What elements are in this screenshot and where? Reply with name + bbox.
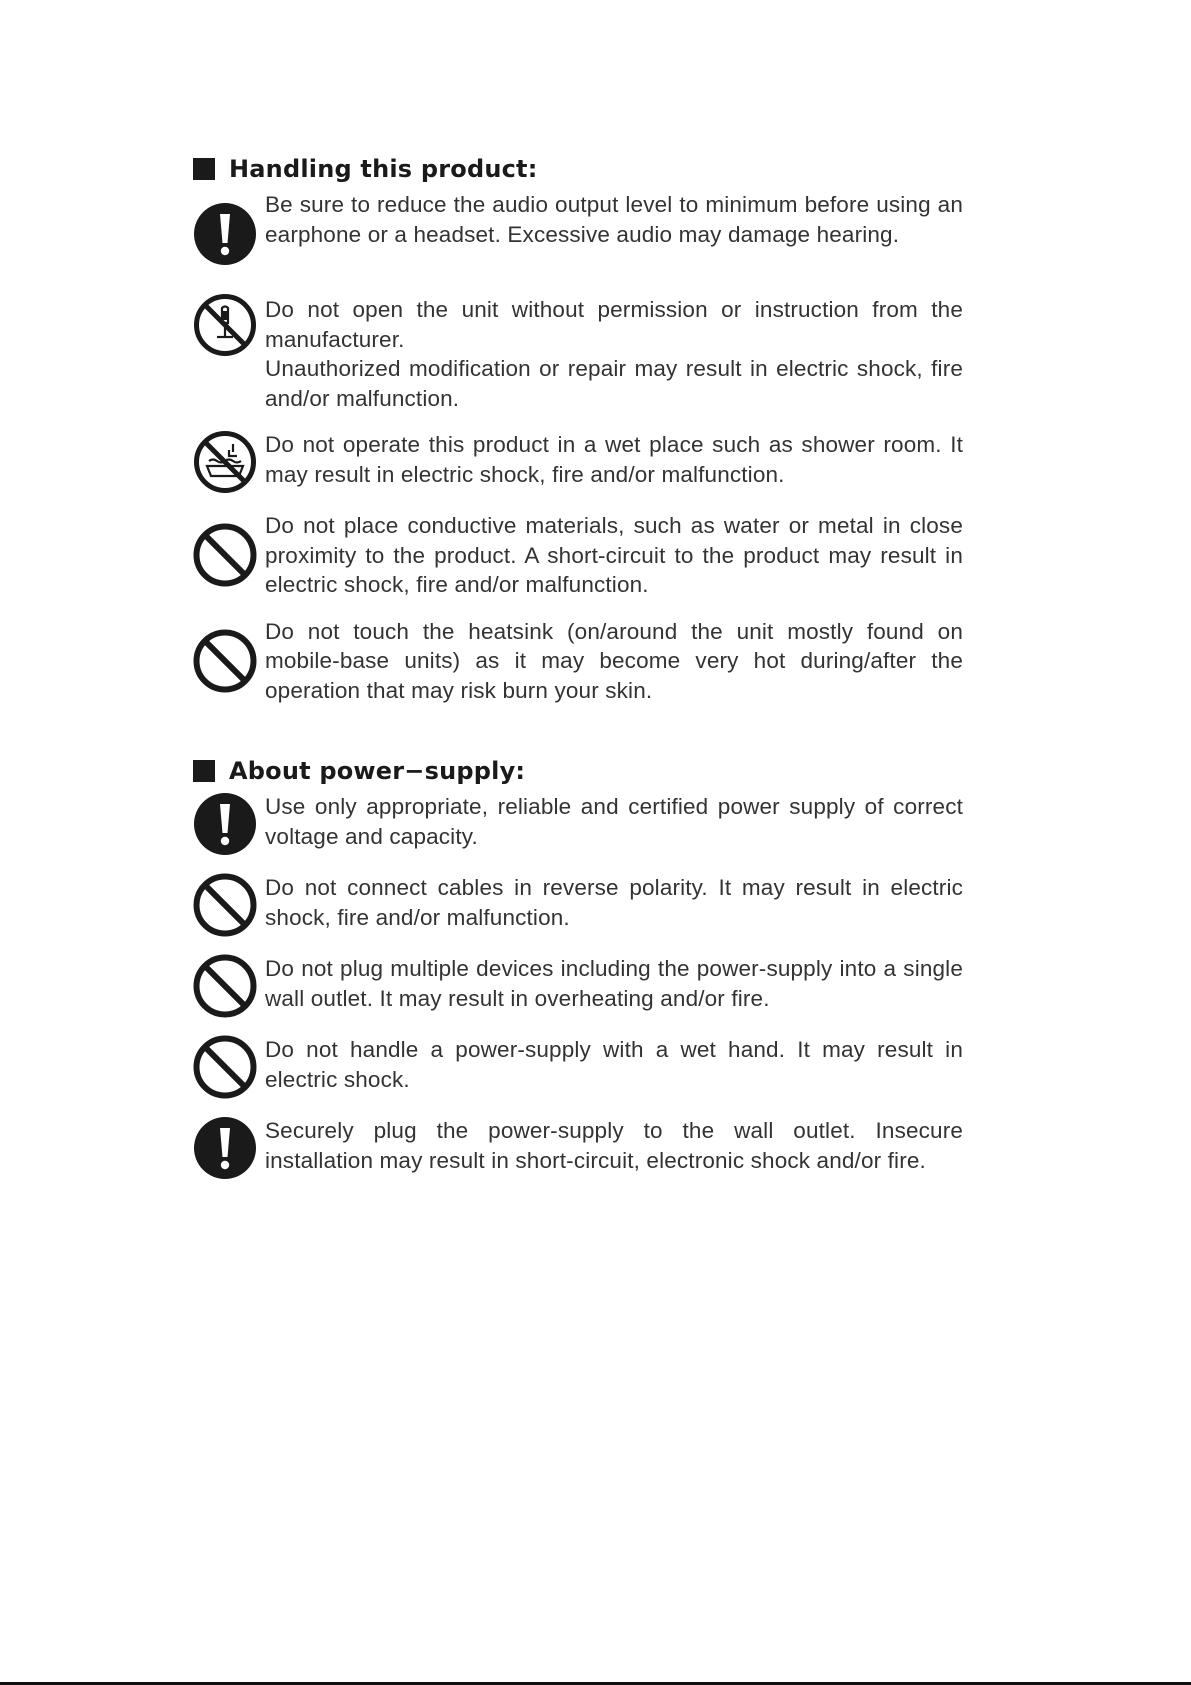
prohibited-icon	[193, 1035, 257, 1099]
square-bullet-icon	[193, 158, 215, 180]
safety-item	[193, 511, 963, 600]
section-title: Handling this product:	[229, 155, 538, 183]
safety-item	[193, 1035, 963, 1099]
section-heading	[193, 152, 963, 186]
item-paragraph: Do not touch the heatsink (on/around the unit mostly found on mobile-base units) as it may become very hot during/after the operation that may risk burn your skin.	[265, 618, 963, 703]
safety-item	[193, 617, 963, 706]
no-wet-place-icon	[193, 430, 257, 494]
safety-item	[193, 1116, 963, 1180]
safety-item	[193, 430, 963, 494]
mandatory-exclamation-icon	[193, 792, 257, 856]
square-bullet-icon	[193, 760, 215, 782]
item-text	[265, 954, 963, 1013]
item-paragraph: Do not place conductive materials, such as water or metal in close proximity to the product. A short-circuit to the product may result in electric shock, fire and/or malfunction.	[265, 513, 963, 597]
item-text	[265, 430, 963, 489]
item-paragraph: Do not connect cables in reverse polarity. It may result in electric shock, fire and/or malfunction.	[265, 875, 963, 930]
safety-item	[193, 295, 963, 413]
item-paragraph: Unauthorized modification or repair may result in electric shock, fire and/or malfunction.	[265, 356, 963, 411]
section-power-supply	[193, 754, 963, 1180]
prohibited-icon	[193, 873, 257, 937]
item-text	[265, 1035, 963, 1094]
safety-item	[193, 792, 963, 856]
item-text	[265, 1116, 963, 1175]
item-text	[265, 190, 963, 249]
prohibited-icon	[193, 629, 257, 693]
do-not-disassemble-icon	[193, 293, 257, 357]
item-paragraph: Do not open the unit without permission or instruction from the manufacturer.	[265, 297, 963, 352]
item-text	[265, 511, 963, 600]
item-text	[265, 295, 963, 413]
mandatory-exclamation-icon	[193, 202, 257, 266]
item-text	[265, 617, 963, 706]
item-paragraph: Do not plug multiple devices including the power-supply into a single wall outlet. It may result in overheating and/or fire.	[265, 956, 963, 1011]
item-text	[265, 873, 963, 932]
item-paragraph: Use only appropriate, reliable and certified power supply of correct voltage and capacity.	[265, 794, 963, 849]
item-paragraph: Do not handle a power-supply with a wet hand. It may result in electric shock.	[265, 1037, 963, 1092]
item-paragraph: Be sure to reduce the audio output level to minimum before using an earphone or a headset. Excessive audio may damage hearing.	[265, 192, 963, 247]
section-title: About power−supply:	[229, 757, 526, 785]
section-heading	[193, 754, 963, 788]
mandatory-exclamation-icon	[193, 1116, 257, 1180]
prohibited-icon	[193, 954, 257, 1018]
section-handling	[193, 152, 963, 705]
safety-item	[193, 873, 963, 937]
safety-item	[193, 190, 963, 278]
safety-item	[193, 954, 963, 1018]
item-paragraph: Do not operate this product in a wet place such as shower room. It may result in electric shock, fire and/or malfunction.	[265, 432, 963, 487]
item-paragraph: Securely plug the power-supply to the wall outlet. Insecure installation may result in short-circuit, electronic shock and/or fire.	[265, 1118, 963, 1173]
item-text	[265, 792, 963, 851]
prohibited-icon	[193, 523, 257, 587]
